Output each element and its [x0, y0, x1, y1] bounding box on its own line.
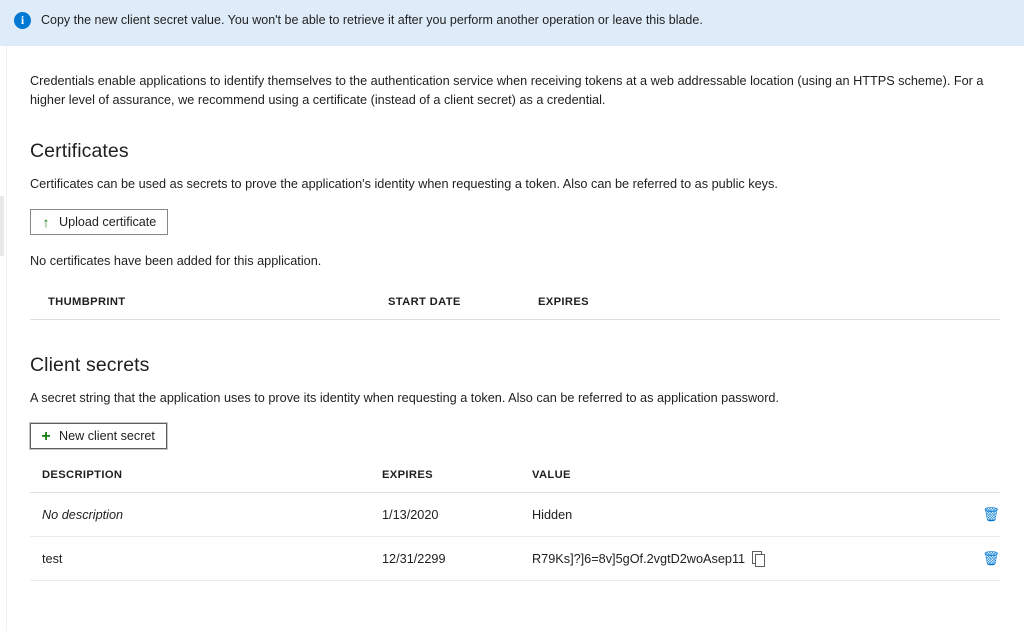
- certificates-description: Certificates can be used as secrets to prove the application's identity when requesting a token. Also can be referred to as public keys.: [30, 177, 778, 191]
- secret-description-text: test: [42, 551, 63, 566]
- certificates-column-thumbprint: THUMBPRINT: [30, 286, 388, 320]
- table-row: [30, 537, 1000, 581]
- upload-certificate-button[interactable]: [30, 209, 168, 235]
- secret-value: [532, 537, 960, 581]
- certificates-empty-note: No certificates have been added for this application.: [30, 254, 322, 268]
- upload-arrow-icon: ↑: [42, 214, 50, 230]
- secret-expires: 1/13/2020: [382, 493, 532, 537]
- secret-description-text: No description: [42, 507, 124, 522]
- plus-icon: +: [41, 427, 51, 445]
- certificates-heading: Certificates: [30, 140, 129, 162]
- secret-value: [532, 493, 960, 537]
- new-client-secret-button[interactable]: [30, 423, 167, 449]
- new-client-secret-label: New client secret: [59, 429, 155, 443]
- info-banner-text: Copy the new client secret value. You won't be able to retrieve it after you perform another operation or leave this blade.: [41, 13, 703, 27]
- secret-delete-cell[interactable]: [960, 537, 1000, 581]
- trash-icon[interactable]: 🗑: [982, 550, 1000, 566]
- secret-value-text: Hidden: [532, 507, 573, 522]
- secret-expires: 12/31/2299: [382, 537, 532, 581]
- client-secrets-column-actions: [960, 459, 1000, 493]
- main-content: [0, 46, 1024, 581]
- table-row: [30, 493, 1000, 537]
- client-secrets-heading: Client secrets: [30, 354, 150, 376]
- client-secrets-column-expires: EXPIRES: [382, 459, 532, 493]
- secret-delete-cell[interactable]: [960, 493, 1000, 537]
- certificates-column-expires: EXPIRES: [538, 286, 1000, 320]
- info-icon: i: [14, 12, 31, 29]
- secret-description: [30, 493, 382, 537]
- certificates-table: [30, 286, 1000, 320]
- secret-description: [30, 537, 382, 581]
- credentials-intro-text: Credentials enable applications to identify themselves to the authentication service when receiving tokens at a web addressable location (using an HTTPS scheme). For a higher level of assurance, we recommend using a certificate (instead of a client secret) as a credential.: [30, 74, 984, 107]
- client-secrets-column-value: VALUE: [532, 459, 960, 493]
- info-banner: [0, 0, 1024, 46]
- secret-value-text: R79Ks]?]6=8v]5gOf.2vgtD2woAsep11: [532, 551, 746, 566]
- client-secrets-description: A secret string that the application uses to prove its identity when requesting a token. Also can be referred to as application password.: [30, 391, 779, 405]
- client-secrets-column-description: DESCRIPTION: [30, 459, 382, 493]
- client-secrets-table: [30, 459, 1000, 581]
- upload-certificate-label: Upload certificate: [59, 215, 157, 229]
- certificates-table-header-row: [30, 286, 1000, 320]
- trash-icon[interactable]: 🗑: [982, 506, 1000, 522]
- client-secrets-table-header-row: [30, 459, 1000, 493]
- copy-icon[interactable]: [752, 551, 765, 566]
- certificates-column-start-date: START DATE: [388, 286, 538, 320]
